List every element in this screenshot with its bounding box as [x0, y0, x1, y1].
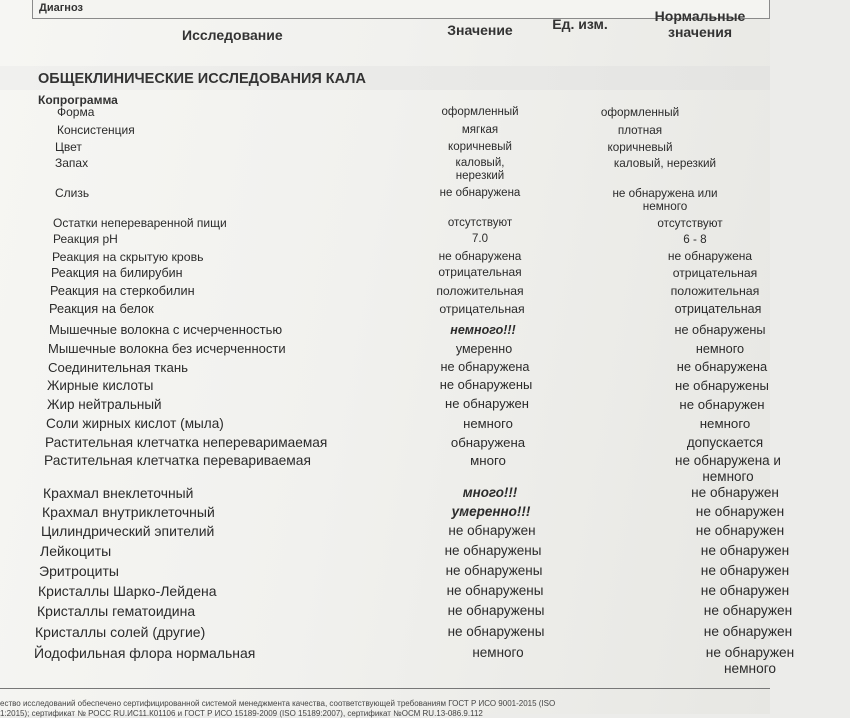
header-normal: [640, 8, 760, 40]
row-normal-value: не обнаружен: [700, 583, 790, 598]
row-normal-value: не обнаружены: [675, 378, 769, 393]
row-test-name: Лейкоциты: [40, 543, 112, 559]
row-test-name: Реакция на билирубин: [51, 266, 183, 280]
diagnosis-label: Диагноз: [39, 2, 83, 14]
footer-line-2: 1:2015); сертификат № РОСС RU.ИС11.К01106 и ГОСТ Р ИСО 15189-2009 (ISO 15189:2007), сертификат №ОСМ RU.13-086.9.112: [0, 709, 483, 718]
row-value: не обнаружены: [446, 583, 544, 598]
row-normal-value: не обнаружен: [679, 397, 765, 412]
row-value: много!!!: [462, 485, 518, 500]
row-value: не обнаружена: [438, 249, 522, 263]
row-test-name: Кристаллы Шарко-Лейдена: [38, 583, 217, 599]
row-test-name: Жир нейтральный: [47, 397, 162, 412]
row-value: не обнаружены: [445, 563, 543, 578]
row-normal-value: отсутствуют: [657, 217, 723, 230]
row-test-name: Реакция на стеркобилин: [50, 284, 195, 298]
row-normal-value: коричневый: [607, 141, 673, 154]
row-test-name: Жирные кислоты: [47, 378, 154, 393]
row-normal-value: не обнаружен: [703, 624, 793, 639]
row-value: отрицательная: [439, 302, 525, 316]
row-test-name: Остатки непереваренной пищи: [53, 216, 227, 230]
row-normal-value: не обнаружен: [695, 523, 785, 538]
row-value: не обнаружены: [444, 543, 542, 558]
row-normal-value: не обнаружен: [703, 603, 793, 618]
row-test-name: Мышечные волокна без исчерченности: [48, 341, 286, 356]
row-normal-value: допускается: [686, 435, 764, 450]
row-value: умеренно!!!: [451, 504, 531, 519]
section-title: ОБЩЕКЛИНИЧЕСКИЕ ИССЛЕДОВАНИЯ КАЛА: [38, 71, 366, 87]
row-test-name: Реакция на скрытую кровь: [52, 250, 204, 264]
row-test-name: Соли жирных кислот (мыла): [46, 416, 224, 431]
row-test-name: Цвет: [55, 140, 82, 154]
row-value: не обнаружены: [447, 603, 545, 618]
header-normal-line2: значения: [668, 24, 732, 40]
row-normal-value: не обнаружена: [676, 359, 768, 374]
row-value: 7.0: [472, 233, 488, 245]
group-title: Копрограмма: [38, 93, 118, 107]
row-value: не обнаружены: [439, 377, 533, 392]
row-normal-value: не обнаружена: [667, 249, 753, 263]
row-value: немного: [463, 416, 513, 431]
row-value: мягкая: [461, 124, 499, 136]
row-normal-value: не обнаружены: [674, 323, 766, 337]
row-normal-value: немного: [695, 342, 745, 356]
row-value: не обнаружен: [448, 523, 536, 538]
row-value: немного: [472, 645, 524, 660]
row-value: оформленный: [441, 106, 519, 118]
row-value: много: [470, 453, 506, 468]
row-normal-value: 6 - 8: [683, 233, 707, 246]
row-value: не обнаружен: [445, 396, 529, 411]
row-normal-value: не обнаружен: [700, 543, 790, 558]
row-test-name: Эритроциты: [39, 563, 119, 579]
row-test-name: Реакция рН: [53, 232, 118, 246]
row-value: каловый, нерезкий: [455, 157, 505, 183]
row-test-name: Консистенция: [57, 123, 135, 137]
table-row: [0, 645, 795, 685]
row-test-name: Форма: [57, 105, 95, 119]
row-normal-value: не обнаружена или немного: [612, 187, 718, 214]
row-normal-value: отрицательная: [674, 302, 762, 316]
row-test-name: Йодофильная флора нормальная: [34, 645, 256, 661]
row-normal-value: не обнаружен: [700, 563, 790, 578]
row-normal-value: каловый, нерезкий: [613, 157, 717, 170]
row-test-name: Растительная клетчатка перевариваемая: [44, 453, 311, 468]
row-test-name: Цилиндрический эпителий: [41, 523, 215, 539]
row-normal-value: отрицательная: [672, 266, 758, 280]
row-test-name: Соединительная ткань: [48, 360, 188, 375]
row-test-name: Крахмал внутриклеточный: [42, 504, 215, 520]
row-value: умеренно: [455, 342, 513, 356]
footer-divider: [0, 688, 770, 689]
row-test-name: Запах: [55, 156, 89, 170]
row-value: отрицательная: [438, 265, 522, 279]
row-normal-value: положительная: [670, 284, 760, 298]
row-normal-value: не обнаружена и немного: [675, 453, 781, 484]
header-study: Исследование: [182, 27, 283, 43]
row-value: не обнаружена: [440, 360, 530, 374]
row-normal-value: не обнаружен: [691, 485, 779, 500]
row-normal-value: немного: [699, 416, 751, 431]
row-value: положительная: [436, 284, 524, 298]
header-value: Значение: [447, 22, 513, 38]
row-normal-value: оформленный: [600, 106, 680, 119]
row-value: отсутствуют: [447, 217, 513, 229]
header-normal-line1: Нормальные: [654, 8, 746, 24]
row-normal-value: не обнаружен немного: [705, 645, 795, 676]
row-value: не обнаружена: [439, 187, 521, 199]
row-test-name: Кристаллы гематоидина: [37, 603, 196, 619]
header-unit: Ед. изм.: [552, 16, 608, 32]
footer-line-1: ество исследований обеспечено сертифицированной системой менеджмента качества, соответствующей требованиям ГОСТ Р ИСО 9001-2015 (ISO: [0, 699, 556, 708]
row-value: коричневый: [448, 141, 512, 153]
row-normal-value: не обнаружен: [695, 504, 785, 519]
row-value: обнаружена: [450, 435, 526, 450]
row-normal-value: плотная: [617, 124, 663, 137]
row-test-name: Кристаллы солей (другие): [35, 624, 206, 640]
row-value: не обнаружены: [447, 624, 545, 639]
row-test-name: Мышечные волокна с исчерченностью: [49, 322, 283, 337]
row-test-name: Растительная клетчатка непереваримаемая: [45, 435, 328, 450]
row-test-name: Реакция на белок: [49, 301, 154, 316]
row-test-name: Слизь: [55, 186, 90, 200]
section-bar: [0, 66, 770, 90]
row-value: немного!!!: [450, 323, 516, 337]
row-test-name: Крахмал внеклеточный: [43, 485, 194, 501]
